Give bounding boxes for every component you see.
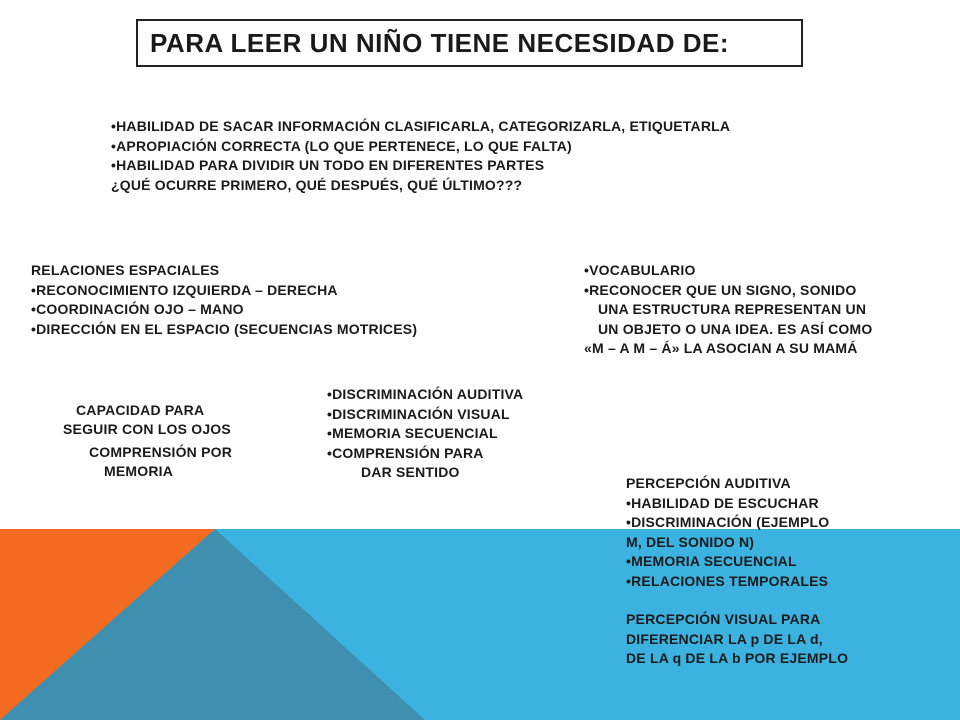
list-item-continuation: UN OBJETO O UNA IDEA. ES ASÍ COMO: [598, 320, 873, 337]
vocabulary-block: [584, 261, 872, 359]
auditory-perception-block: [626, 474, 829, 591]
list-item: • RECONOCER QUE UN SIGNO, SONIDO: [584, 281, 872, 301]
visual-line: PERCEPCIÓN VISUAL PARA: [626, 611, 821, 627]
eyes-line-1: CAPACIDAD PARA: [76, 402, 205, 418]
list-item: • HABILIDAD PARA DIVIDIR UN TODO EN DIFERENTES PARTES: [111, 156, 730, 176]
list-item: • DIRECCIÓN EN EL ESPACIO (SECUENCIAS MOTRICES): [31, 320, 417, 340]
list-item: • COORDINACIÓN OJO – MANO: [31, 300, 417, 320]
top-list: [111, 117, 730, 195]
eyes-line-4: MEMORIA: [104, 463, 174, 479]
visual-line: DIFERENCIAR LA p DE LA d,: [626, 630, 823, 647]
list-item: • DISCRIMINACIÓN AUDITIVA: [327, 385, 523, 405]
list-item-question: ¿QUÉ OCURRE PRIMERO, QUÉ DESPUÉS, QUÉ ÚLTIMO???: [111, 176, 523, 193]
list-item: • MEMORIA SECUENCIAL: [626, 552, 829, 572]
spatial-heading: RELACIONES ESPACIALES: [31, 262, 220, 278]
list-item: • HABILIDAD DE ESCUCHAR: [626, 494, 829, 514]
list-item: • MEMORIA SECUENCIAL: [327, 424, 523, 444]
title-box: [136, 19, 803, 67]
page-title: PARA LEER UN NIÑO TIENE NECESIDAD DE:: [150, 27, 729, 58]
list-item: • VOCABULARIO: [584, 261, 872, 281]
visual-line: DE LA q DE LA b POR EJEMPLO: [626, 650, 849, 666]
list-item: • APROPIACIÓN CORRECTA (LO QUE PERTENECE, LO QUE FALTA): [111, 137, 730, 157]
list-item-continuation: DAR SENTIDO: [361, 464, 460, 480]
spatial-relations-block: [31, 261, 417, 339]
auditory-heading: PERCEPCIÓN AUDITIVA: [626, 475, 791, 491]
list-item: • DISCRIMINACIÓN (EJEMPLO: [626, 513, 829, 533]
list-item-continuation: «M – A M – Á» LA ASOCIAN A SU MAMÁ: [584, 340, 858, 356]
eyes-line-3: COMPRENSIÓN POR: [89, 444, 233, 460]
discrimination-block: [327, 385, 523, 483]
list-item-continuation: M, DEL SONIDO N): [626, 533, 755, 550]
list-item: • HABILIDAD DE SACAR INFORMACIÓN CLASIFICARLA, CATEGORIZARLA, ETIQUETARLA: [111, 117, 730, 137]
list-item: • DISCRIMINACIÓN VISUAL: [327, 405, 523, 425]
list-item: • RECONOCIMIENTO IZQUIERDA – DERECHA: [31, 281, 417, 301]
list-item-continuation: UNA ESTRUCTURA REPRESENTAN UN: [598, 301, 867, 317]
eyes-line-2: SEGUIR CON LOS OJOS: [63, 421, 231, 437]
list-item: • COMPRENSIÓN PARA: [327, 444, 523, 464]
visual-perception-block: [626, 610, 848, 669]
list-item: • RELACIONES TEMPORALES: [626, 572, 829, 592]
